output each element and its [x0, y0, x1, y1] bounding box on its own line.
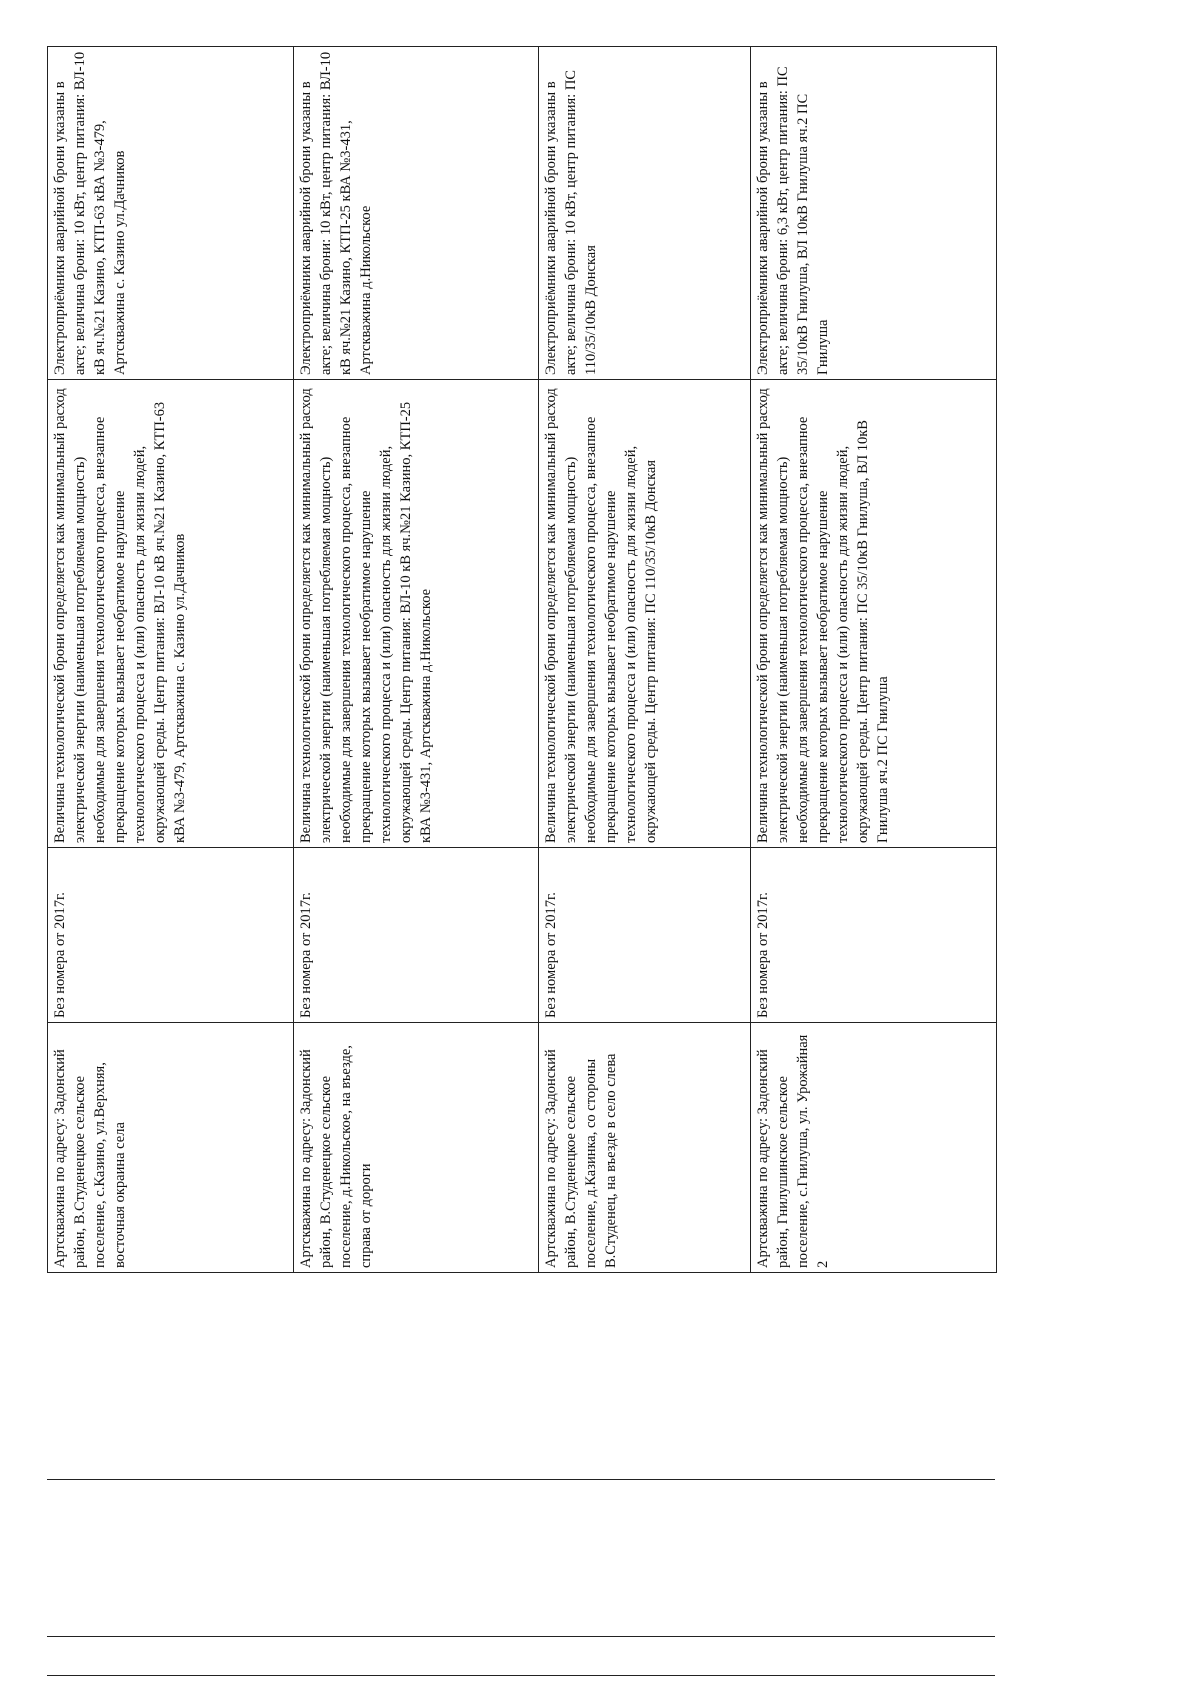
- act-number-cell: Без номера от 2017г.: [539, 848, 751, 1023]
- rotated-table-container: [47, 47, 997, 1273]
- emergency-reserve-cell: Электроприёмники аварийной брони указаны в акте; величина брони: 10 кВт, центр питания: ВЛ-10 кВ яч.№21 Казино, КТП-63 кВА №3-479, Артскважина с. Казино ул.Дачников: [48, 47, 294, 380]
- emergency-reserve-table: [47, 46, 997, 1273]
- table-row: [539, 47, 751, 1273]
- emergency-reserve-cell: Электроприёмники аварийной брони указаны в акте; величина брони: 10 кВт, центр питания: ВЛ-10 кВ яч.№21 Казино, КТП-25 кВА №3-431, Артскважина д.Никольское: [293, 47, 539, 380]
- technological-reserve-cell: Величина технологической брони определяется как минимальный расход электрической энергии (наименьшая потребляемая мощность) необходимые для завершения технологического процесса, внезапное прекращение которых вызывает необратимое нарушение технологического процесса и (или) опасность для жизни людей, окружающей среды. Центр питания: ВЛ-10 кВ яч.№21 Казино, КТП-63 кВА №3-479, Артскважина с. Казино ул.Дачников: [48, 380, 294, 848]
- table-row: [751, 47, 997, 1273]
- act-number-cell: Без номера от 2017г.: [293, 848, 539, 1023]
- act-number-cell: Без номера от 2017г.: [751, 848, 997, 1023]
- table-line-divider: [47, 1479, 995, 1480]
- act-number-cell: Без номера от 2017г.: [48, 848, 294, 1023]
- table-row: [293, 47, 539, 1273]
- object-address-cell: Артскважина по адресу: Задонский район, Гнилушинское сельское поселение, с.Гнилуша, ул. Урожайная 2: [751, 1023, 997, 1273]
- technological-reserve-cell: Величина технологической брони определяется как минимальный расход электрической энергии (наименьшая потребляемая мощность) необходимые для завершения технологического процесса, внезапное прекращение которых вызывает необратимое нарушение технологического процесса и (или) опасность для жизни людей, окружающей среды. Центр питания: ВЛ-10 кВ яч.№21 Казино, КТП-25 кВА №3-431, Артскважина д.Никольское: [293, 380, 539, 848]
- table-line-divider: [47, 1675, 995, 1676]
- table-line-divider: [47, 1636, 995, 1637]
- object-address-cell: Артскважина по адресу: Задонский район, В.Студенецкое сельское поселение, с.Казино, ул.Верхняя, восточная окраина села: [48, 1023, 294, 1273]
- object-address-cell: Артскважина по адресу: Задонский район, В.Студенецкое сельское поселение, д.Никольское, на въезде, справа от дороги: [293, 1023, 539, 1273]
- technological-reserve-cell: Величина технологической брони определяется как минимальный расход электрической энергии (наименьшая потребляемая мощность) необходимые для завершения технологического процесса, внезапное прекращение которых вызывает необратимое нарушение технологического процесса и (или) опасность для жизни людей, окружающей среды. Центр питания: ПС 110/35/10кВ Донская: [539, 380, 751, 848]
- emergency-reserve-cell: Электроприёмники аварийной брони указаны в акте; величина брони: 6,3 кВт, центр питания: ПС 35/10кВ Гнилуша, ВЛ 10кВ Гнилуша яч.2 ПС Гнилуша: [751, 47, 997, 380]
- object-address-cell: Артскважина по адресу: Задонский район, В.Студенецкое сельское поселение, д.Казинка, со стороны В.Студенец, на въезде в село слева: [539, 1023, 751, 1273]
- table-row: [48, 47, 294, 1273]
- emergency-reserve-cell: Электроприёмники аварийной брони указаны в акте; величина брони: 10 кВт, центр питания: ПС 110/35/10кВ Донская: [539, 47, 751, 380]
- technological-reserve-cell: Величина технологической брони определяется как минимальный расход электрической энергии (наименьшая потребляемая мощность) необходимые для завершения технологического процесса, внезапное прекращение которых вызывает необратимое нарушение технологического процесса и (или) опасность для жизни людей, окружающей среды. Центр питания: ПС 35/10кВ Гнилуша, ВЛ 10кВ Гнилуша яч.2 ПС Гнилуша: [751, 380, 997, 848]
